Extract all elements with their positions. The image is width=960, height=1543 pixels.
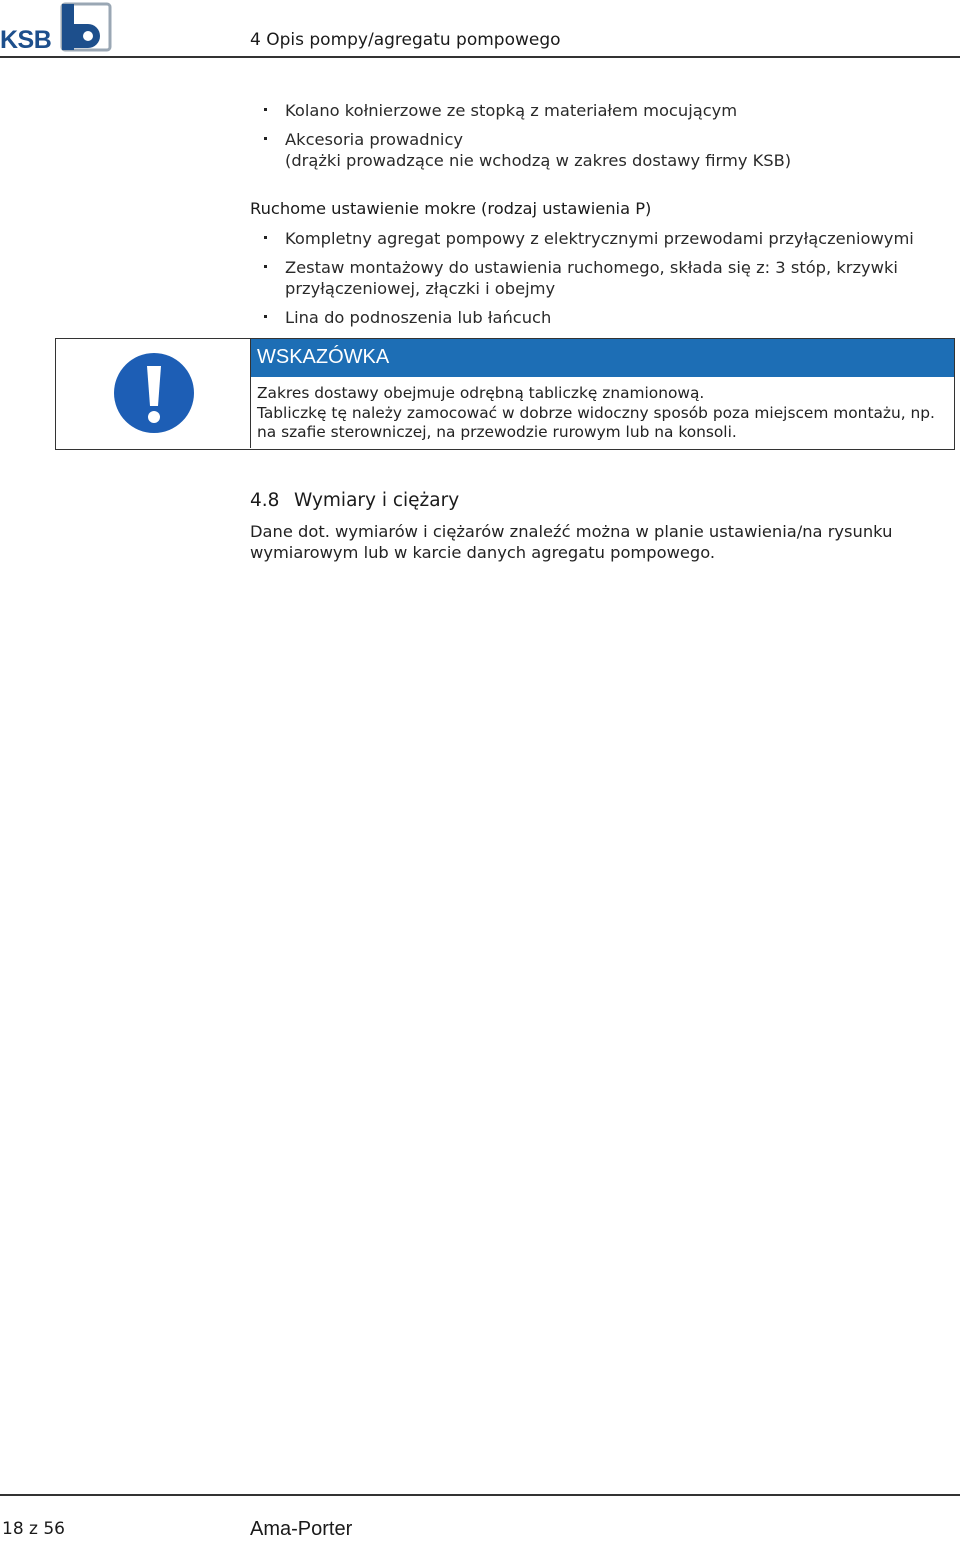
header-divider — [0, 56, 960, 58]
ksb-b-icon — [58, 2, 114, 54]
note-box — [55, 338, 955, 450]
note-icon-cell — [56, 339, 251, 448]
list-item: Akcesoria prowadnicy (drążki prowadzące nie wchodzą w zakres dostawy firmy KSB) — [262, 129, 791, 171]
list-item: Kompletny agregat pompowy z elektrycznymi przewodami przyłączeniowymi — [262, 228, 960, 249]
header-title: 4 Opis pompy/agregatu pompowego — [250, 30, 561, 50]
note-header-bar — [251, 339, 954, 377]
section-title: Wymiary i ciężary — [294, 490, 460, 511]
list-item: Zestaw montażowy do ustawienia ruchomego, składa się z: 3 stóp, krzywki przyłączeniowej, złączki i obejmy — [262, 257, 960, 299]
list-item: Kolano kołnierzowe ze stopką z materiałem mocującym — [262, 100, 791, 121]
section-body: Dane dot. wymiarów i ciężarów znaleźć można w planie ustawienia/na rysunku wymiarowym lub w karcie danych agregatu pompowego. — [250, 522, 893, 562]
bullet-icon — [264, 265, 267, 268]
accessories-list — [262, 100, 791, 179]
logo-text: KSB — [0, 26, 52, 54]
bullet-icon — [264, 137, 267, 140]
note-line: Tabliczkę tę należy zamocować w dobrze widoczny sposób poza miejscem montażu, np. na szafie sterowniczej, na przewodzie rurowym lub na konsoli. — [257, 403, 935, 441]
bullet-icon — [264, 315, 267, 318]
subheading: Ruchome ustawienie mokre (rodzaj ustawienia P) — [250, 199, 652, 218]
exclamation-icon — [113, 352, 195, 434]
note-label: WSKAZÓWKA — [257, 346, 390, 368]
section-number: 4.8 — [250, 490, 280, 511]
footer-divider — [0, 1494, 960, 1496]
bullet-icon — [264, 236, 267, 239]
ksb-logo — [0, 2, 116, 54]
product-name: Ama-Porter — [250, 1518, 353, 1540]
page-number: 18 z 56 — [2, 1519, 65, 1539]
section-heading — [250, 490, 459, 511]
list-item: Lina do podnoszenia lub łańcuch — [262, 307, 960, 328]
mobile-installation-list — [262, 228, 960, 336]
note-body — [257, 384, 950, 443]
note-line: Zakres dostawy obejmuje odrębną tabliczkę znamionową. — [257, 384, 705, 402]
bullet-icon — [264, 108, 267, 111]
